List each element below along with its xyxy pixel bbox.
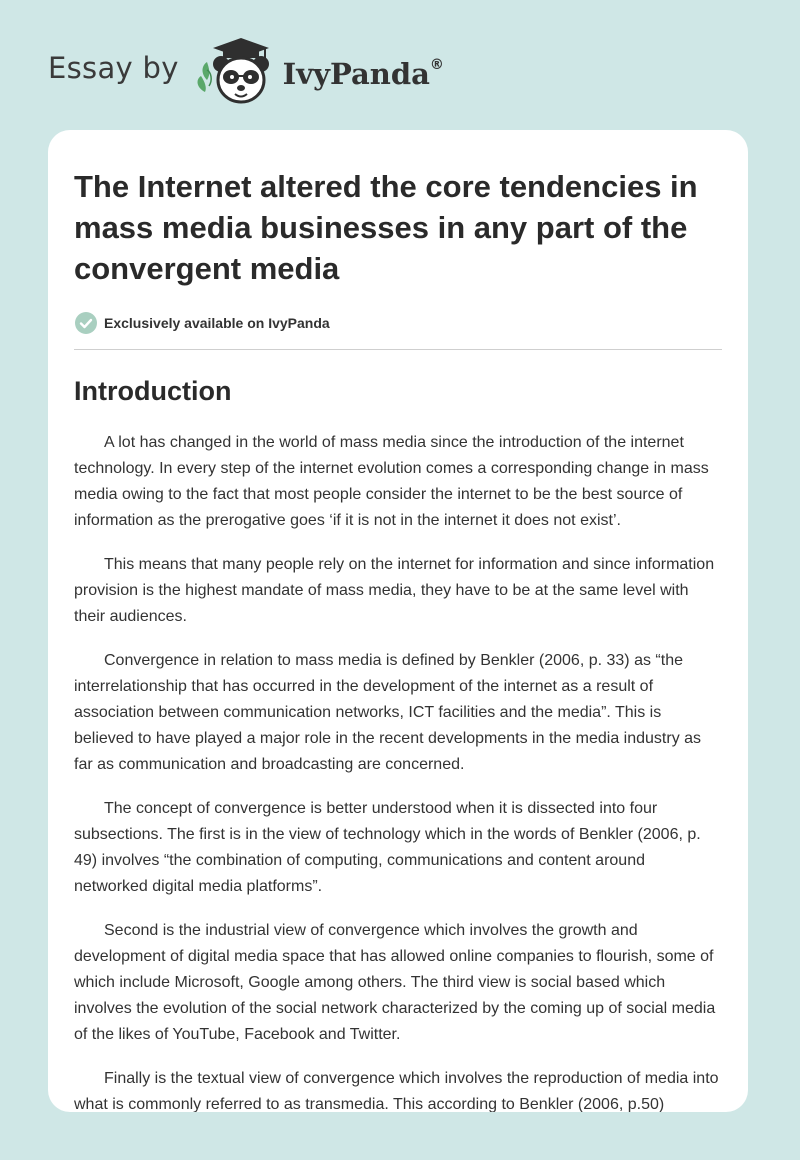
exclusive-badge-text: Exclusively available on IvyPanda — [104, 315, 330, 331]
brand-name: IvyPanda® — [282, 57, 444, 91]
registered-mark: ® — [429, 57, 444, 74]
paragraph: Finally is the textual view of convergence which involves the reproduction of media into what is commonly referred to as transmedia. This according to Benkler (2006, p.50) — [74, 1070, 719, 1112]
paragraph: Second is the industrial view of convergence which involves the growth and development of digital media space that has allowed online companies to flourish, some of which include Microsoft, Google among others. The third view is social based which involves the evolution of the social network characterized by the coming up of social media of the likes of YouTube, Facebook and Twitter. — [74, 922, 716, 1043]
check-circle-icon — [74, 311, 98, 335]
divider — [74, 349, 722, 350]
brand-prefix: Essay by — [48, 51, 179, 85]
paragraph: The concept of convergence is better understood when it is dissected into four subsections. The first is in the view of technology which in the words of Benkler (2006, p. 49) involves “the combination of computing, communications and content around networked digital media platforms”. — [74, 800, 701, 895]
paragraph: Convergence in relation to mass media is defined by Benkler (2006, p. 33) as “the interrelationship that has occurred in the development of the internet as a result of association between communication networks, ICT facilities and the media”. This is believed to have played a major role in the recent developments in the media industry as far as communication and broadcasting are concerned. — [74, 652, 702, 773]
panda-graduate-icon — [193, 34, 277, 110]
brand-header — [48, 32, 444, 112]
paragraph: This means that many people rely on the internet for information and since information provision is the highest mandate of mass media, they have to be at the same level with their audiences. — [74, 556, 715, 625]
page-title: The Internet altered the core tendencies in mass media businesses in any part of the convergent media — [74, 169, 698, 286]
section-heading: Introduction — [74, 376, 232, 406]
paragraph: A lot has changed in the world of mass media since the introduction of the internet technology. In every step of the internet evolution comes a corresponding change in mass media owing to the fact that most people consider the internet to be the best source of information as the prerogative goes ‘if it is not in the internet it does not exist’. — [74, 434, 709, 529]
essay-card — [48, 130, 748, 1112]
exclusive-badge — [74, 311, 722, 335]
